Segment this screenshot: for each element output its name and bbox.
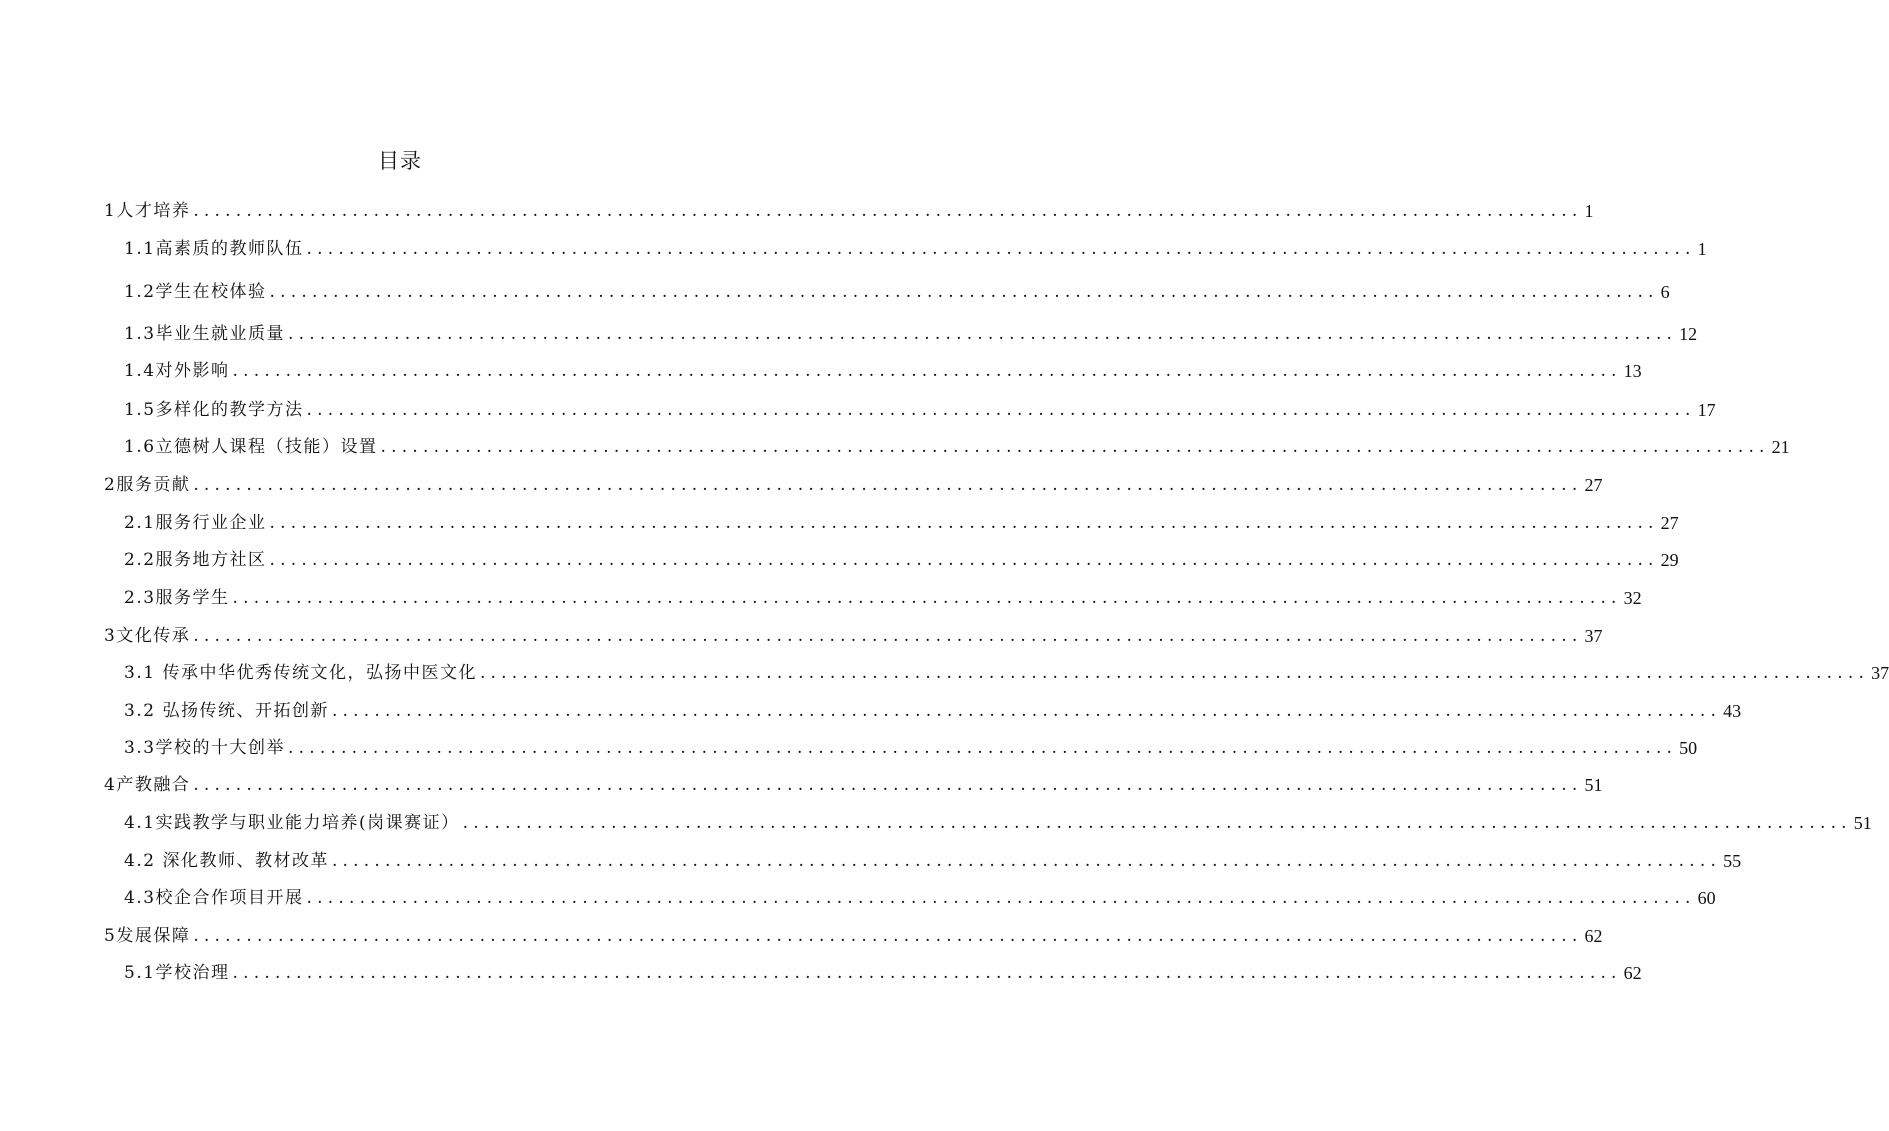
toc-entry-label: 4.1实践教学与职业能力培养(岗课赛证） [124, 813, 460, 833]
toc-entry-page: 60 [1697, 888, 1716, 908]
toc-entry-label: 1.6立德树人课程（技能）设置 [124, 437, 378, 457]
dot-leader: ................................................................................................................................... [193, 475, 1583, 495]
toc-entry-label: 1.1高素质的教师队伍 [124, 239, 304, 259]
toc-entry-2-3[interactable] [124, 581, 1642, 609]
dot-leader: ................................................................................................................................... [288, 324, 1678, 344]
toc-entry-page: 27 [1584, 475, 1603, 495]
toc-entry-label: 1.4对外影响 [124, 361, 230, 381]
toc-entry-1-2[interactable] [124, 275, 1670, 303]
toc-entry-label: 2.2服务地方社区 [124, 550, 267, 570]
dot-leader: ................................................................................................................................... [269, 513, 1659, 533]
toc-entry-3-2[interactable] [124, 694, 1742, 722]
page-title: 目录 [378, 149, 422, 173]
dot-leader: ................................................................................................................................... [193, 626, 1583, 646]
toc-entry-1-1[interactable] [124, 232, 1707, 260]
dot-leader: ................................................................................................................................... [232, 588, 1622, 608]
dot-leader: ................................................................................................................................... [232, 963, 1622, 983]
toc-entry-page: 62 [1623, 963, 1642, 983]
toc-entry-page: 6 [1660, 282, 1670, 302]
toc-entry-page: 62 [1584, 926, 1603, 946]
toc-entry-page: 13 [1623, 361, 1642, 381]
toc-entry-3[interactable] [104, 619, 1603, 647]
toc-entry-4-1[interactable] [124, 806, 1872, 834]
dot-leader: ................................................................................................................................... [269, 282, 1659, 302]
toc-entry-4-2[interactable] [124, 844, 1742, 872]
toc-entry-label: 5发展保障 [104, 926, 191, 946]
dot-leader: ................................................................................................................................... [306, 239, 1696, 259]
toc-entry-3-1[interactable] [124, 656, 1889, 684]
toc-entry-page: 50 [1679, 738, 1698, 758]
toc-entry-label: 3.1 传承中华优秀传统文化，弘扬中医文化 [124, 663, 477, 683]
toc-entry-page: 51 [1853, 813, 1872, 833]
dot-leader: ................................................................................................................................... [380, 437, 1770, 457]
toc-entry-label: 1人才培养 [104, 201, 191, 221]
dot-leader: ................................................................................................................................... [462, 813, 1852, 833]
toc-entry-label: 3.3学校的十大创举 [124, 738, 286, 758]
toc-entry-2-2[interactable] [124, 543, 1679, 571]
toc-entry-label: 4.2 深化教师、教材改革 [124, 851, 329, 871]
toc-entry-label: 3文化传承 [104, 626, 191, 646]
toc-entry-page: 12 [1679, 324, 1698, 344]
toc-entry-4[interactable] [104, 768, 1603, 796]
toc-entry-page: 37 [1871, 663, 1889, 683]
toc-entry-page: 1 [1584, 201, 1594, 221]
toc-entry-page: 21 [1771, 437, 1790, 457]
toc-entry-page: 55 [1723, 851, 1742, 871]
toc-entry-5-1[interactable] [124, 956, 1642, 984]
dot-leader: ................................................................................................................................... [331, 701, 1722, 721]
toc-entry-label: 4.3校企合作项目开展 [124, 888, 304, 908]
toc-entry-4-3[interactable] [124, 881, 1716, 909]
toc-entry-1-3[interactable] [124, 317, 1698, 345]
toc-entry-label: 2.1服务行业企业 [124, 513, 267, 533]
toc-entry-label: 2.3服务学生 [124, 588, 230, 608]
toc-entry-page: 29 [1660, 550, 1679, 570]
toc-entry-label: 1.5多样化的教学方法 [124, 400, 304, 420]
dot-leader: ................................................................................................................................... [288, 738, 1678, 758]
toc-entry-label: 2服务贡献 [104, 475, 191, 495]
toc-entry-1-6[interactable] [124, 430, 1790, 458]
toc-entry-page: 37 [1584, 626, 1603, 646]
toc-entry-page: 43 [1723, 701, 1742, 721]
dot-leader: ................................................................................................................................... [306, 400, 1696, 420]
dot-leader: ................................................................................................................................... [193, 926, 1583, 946]
toc-entry-page: 27 [1660, 513, 1679, 533]
toc-entry-page: 32 [1623, 588, 1642, 608]
dot-leader: ................................................................................................................................... [269, 550, 1659, 570]
toc-entry-label: 1.3毕业生就业质量 [124, 324, 286, 344]
toc-entry-1[interactable] [104, 194, 1594, 222]
toc-entry-3-3[interactable] [124, 731, 1698, 759]
dot-leader: ................................................................................................................................... [232, 361, 1622, 381]
toc-entry-5[interactable] [104, 919, 1603, 947]
dot-leader: ................................................................................................................................... [193, 775, 1583, 795]
toc-entry-2-1[interactable] [124, 506, 1679, 534]
toc-entry-label: 5.1学校治理 [124, 963, 230, 983]
dot-leader: ................................................................................................................................... [331, 851, 1722, 871]
toc-entry-2[interactable] [104, 468, 1603, 496]
toc-entry-page: 51 [1584, 775, 1603, 795]
toc-entry-label: 3.2 弘扬传统、开拓创新 [124, 701, 329, 721]
toc-entry-page: 17 [1697, 400, 1716, 420]
toc-entry-label: 4产教融合 [104, 775, 191, 795]
dot-leader: ................................................................................................................................... [479, 663, 1870, 683]
dot-leader: ................................................................................................................................... [306, 888, 1696, 908]
toc-entry-page: 1 [1697, 239, 1707, 259]
dot-leader: ................................................................................................................................... [193, 201, 1583, 221]
toc-entry-1-5[interactable] [124, 393, 1716, 421]
toc-entry-label: 1.2学生在校体验 [124, 282, 267, 302]
toc-entry-1-4[interactable] [124, 354, 1642, 382]
